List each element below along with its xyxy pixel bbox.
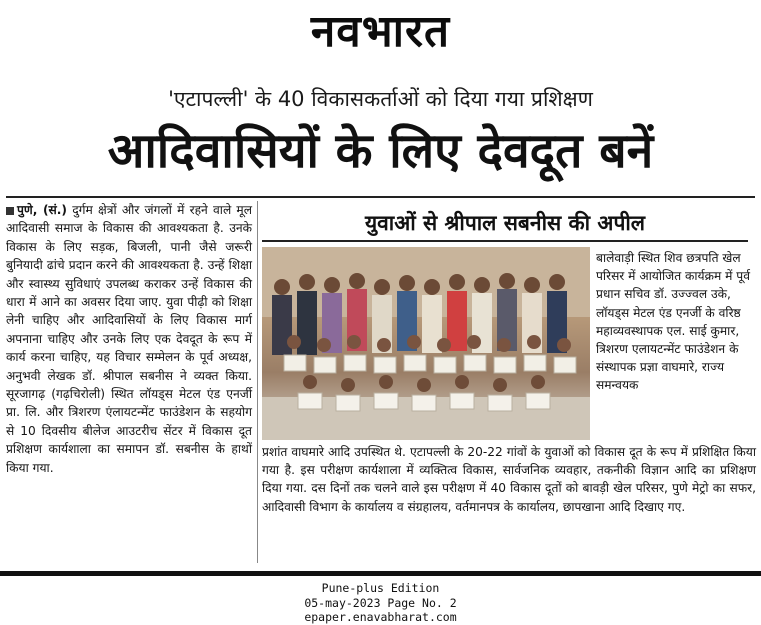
footer-edition: Pune-plus Edition <box>321 581 440 595</box>
page-footer <box>0 581 761 625</box>
article-column-left <box>6 201 252 477</box>
article-kicker: 'एटापल्ली' के 40 विकासकर्ताओं को दिया गया प्रशिक्षण <box>168 87 593 111</box>
paragraph-marker-icon <box>6 207 14 215</box>
article-headline: आदिवासियों के लिए देवदूत बनें <box>107 123 654 179</box>
footer-url[interactable]: epaper.enavabharat.com <box>304 610 457 624</box>
article-column-bottom: प्रशांत वाघमारे आदि उपस्थित थे. एटापल्ली के 20-22 गांवों के युवाओं को विकास दूत के रूप में प्रशिक्षित किया गया है. इस परीक्षण कार्यशाला में व्यक्तित्व विकास, सार्वजनिक व्यवहार, तकनीकी विज्ञान आदि का प्रशिक्षण दिया गया. दस दिनों तक चलने वाले इस परीक्षण में 40 विकास दूतों को बावड़ी खेल परिसर, पुणे मेट्रो का सफर, आदिवासी विभाग के कार्यालय व संग्रहालय, वर्तमानपत्र के कार्यालय, छापखाना आदि दिखाए गए. <box>262 445 756 514</box>
column-left-text: दुर्गम क्षेत्रों और जंगलों में रहने वाले मूल आदिवासी समाज के विकास की आवश्यकता है. उनके विकास के लिए सड़क, बिजली, पानी जैसे जरूरी बुनियादी ढांचे प्रदान करने की आवश्यकता है. उन्हें शिक्षा और स्वास्थ्य सुविधाएं उपलब्ध कराकर उन्हें विकास की धारा में आने का अवसर दिया जाए. युवा पीढ़ी को शिक्षा लेनी चाहिए और आदिवासियों के लिए विकास मार्ग अपनाना चाहिए और उनके लिए एक देवदूत के रूप में कार्य करना चाहिए, यह विचार सम्मेलन के पूर्व अध्यक्ष, अनुभवी लेखक डॉ. श्रीपाल सबनीस ने व्यक्त किया. सूरजागढ़ (गढ़चिरोली) स्थित लॉयड्स मेटल एंड एनर्जी प्रा. लि. और त्रिशरण एंलायटन्मेंट फाउंडेशन के सहयोग से 10 दिवसीय बीलेज आउटरीच सेंटर में विकास दूत प्रशिक्षण कार्यशाला का समापन डॉ. सबनीस के हाथों किया गया. <box>6 203 252 475</box>
footer-divider <box>0 571 761 576</box>
column-rule <box>257 201 258 563</box>
masthead-title: नवभारत <box>310 6 451 57</box>
footer-date-page: 05-may-2023 Page No. 2 <box>304 595 457 610</box>
headline-divider <box>6 196 755 198</box>
dateline: पुणे, (सं.) <box>17 203 67 217</box>
article-column-right: बालेवाड़ी स्थित शिव छत्रपति खेल परिसर में आयोजित कार्यक्रम में पूर्व प्रधान सचिव डॉ. उज्ज्वल उके, लॉयड्स मेटल एंड एनर्जी के वरिष्ठ महाव्यवस्थापक एल. साई कुमार, त्रिशरण एलायटन्मेंट फाउंडेशन के संस्थापक प्रज्ञा वाघमारे, राज्य समन्वयक <box>596 251 750 393</box>
group-photo <box>262 247 590 440</box>
group-photo-illustration <box>262 247 590 440</box>
article-subhead: युवाओं से श्रीपाल सबनीस की अपील <box>262 206 748 242</box>
